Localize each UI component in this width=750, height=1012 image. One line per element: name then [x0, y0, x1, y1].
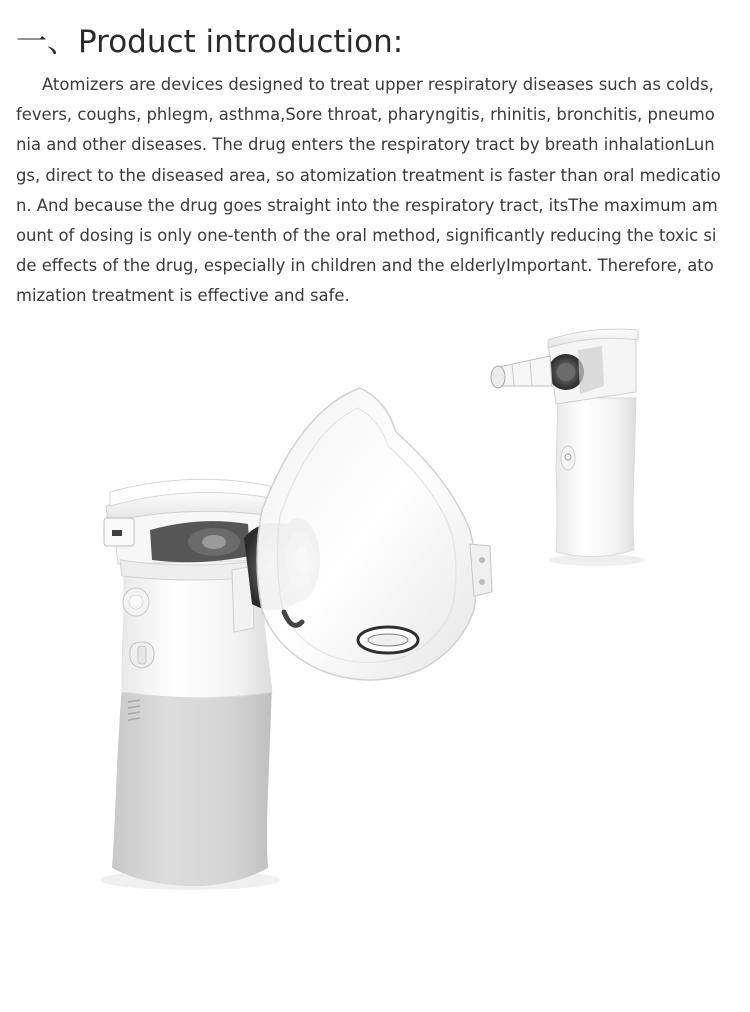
product-illustration: [0, 320, 750, 1012]
secondary-nebulizer: [491, 329, 645, 566]
intro-paragraph: Atomizers are devices designed to treat upper respiratory diseases such as colds, fevers, coughs, phlegm, asthma,Sore throat, pharyngitis, rhinitis, bronchitis, pneumonia and other diseases. The drug enters the respiratory tract by breath inhalationLungs, direct to the diseased area, so atomization treatment is faster than oral medication. And because the drug goes straight into the respiratory tract, itsThe maximum amount of dosing is only one-tenth of the oral method, significantly reducing the toxic side effects of the drug, especially in children and the elderlyImportant. Therefore, atomization treatment is effective and safe.: [16, 75, 721, 306]
face-mask: [244, 388, 492, 680]
section-heading: 一、Product introduction:: [16, 24, 404, 60]
